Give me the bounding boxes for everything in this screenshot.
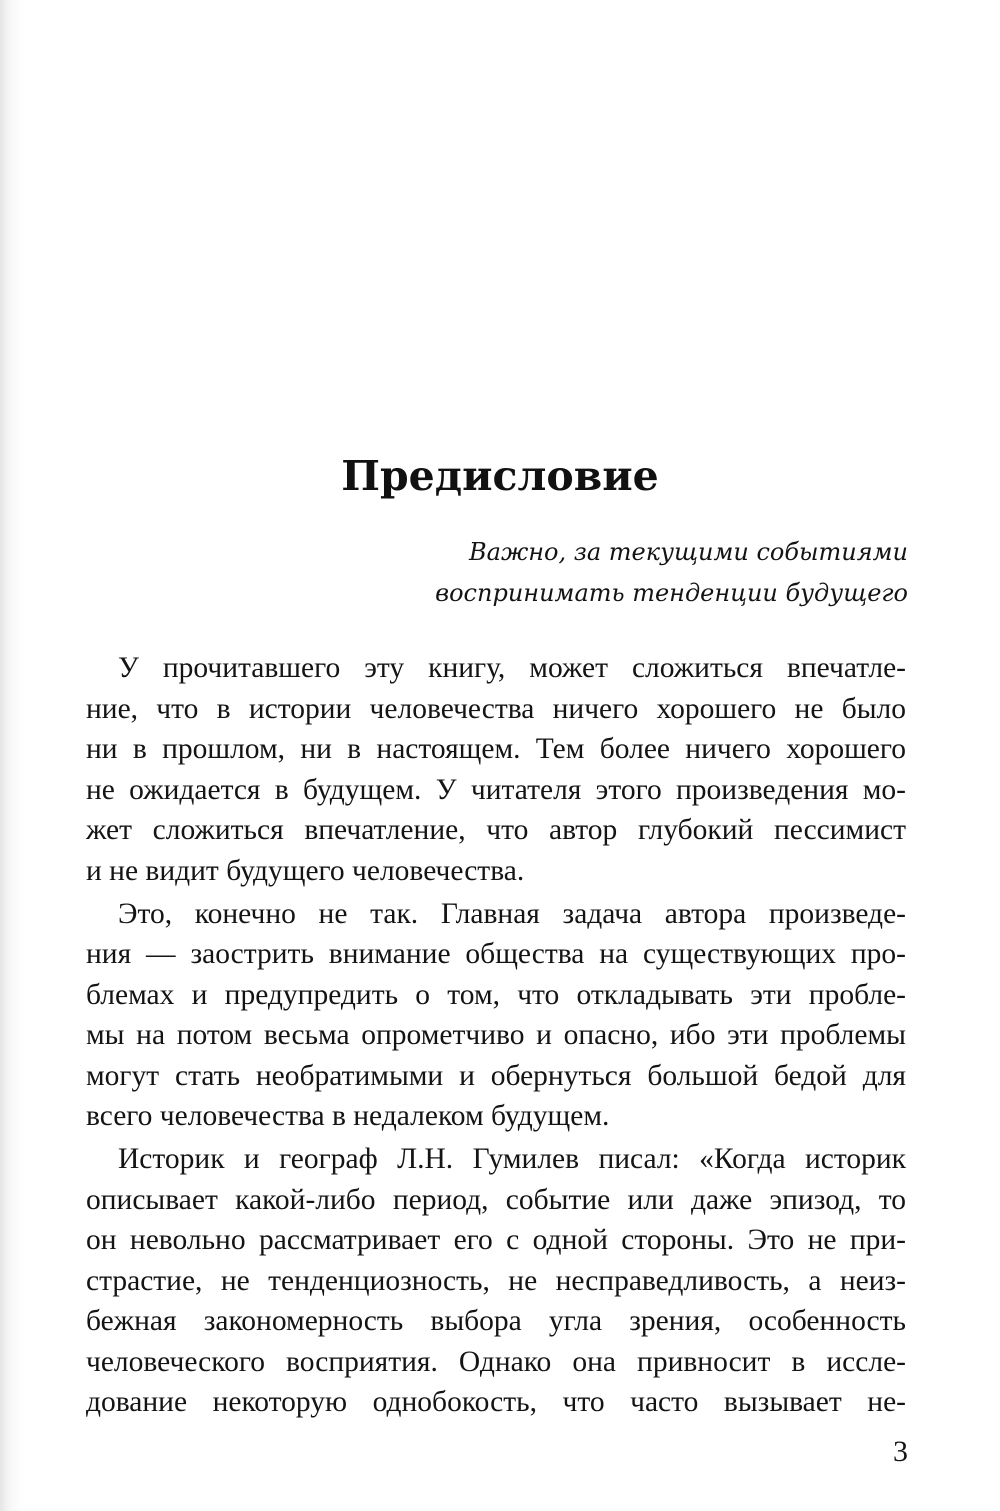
text-line: Историк и географ Л.Н. Гумилев писал: «Когда историк [118,1143,906,1175]
text-line: ние, что в истории человечества ничего хорошего не было [86,692,906,725]
text-line: У прочитавшего эту книгу, может сложиться впечатле- [118,652,906,684]
paragraph-3 [86,1139,906,1423]
text-line: жет сложиться впечатление, что автор глубокий пессимист [86,814,906,846]
body-text [86,648,906,1423]
text-line: бежная закономерность выбора угла зрения, особенность [86,1305,906,1337]
paragraph-2 [86,894,906,1137]
page-binding-shadow [0,0,22,1511]
text-line: Это, конечно не так. Главная задача автора произведе- [118,897,906,930]
text-line: могут стать необратимыми и обернуться большой бедой для [86,1059,906,1092]
text-line: описывает какой-либо период, событие или даже эпизод, то [86,1183,906,1216]
text-line: блемах и предупредить о том, что откладывать эти пробле- [86,978,906,1011]
text-line: всего человечества в недалеком будущем. [86,1100,610,1132]
text-line: ния — заострить внимание общества на существующих про- [86,938,906,970]
epigraph [308,532,908,614]
text-line: мы на потом весьма опрометчиво и опасно, ибо эти проблемы [86,1019,906,1051]
paragraph-1 [86,648,906,891]
text-line: он невольно рассматривает его с одной стороны. Это не при- [86,1224,906,1256]
page-number: 3 [893,1435,908,1468]
chapter-heading: Предисловие [341,452,659,500]
text-line: страстие, не тенденциозность, не несправедливость, а неиз- [86,1264,906,1297]
text-line: дование некоторую однобокость, что часто вызывает не- [86,1386,906,1418]
epigraph-line: воспринимать тенденции будущего [435,579,908,607]
text-line: человеческого восприятия. Однако она привносит в иссле- [86,1345,906,1378]
epigraph-line: Важно, за текущими событиями [469,538,908,566]
text-line: ни в прошлом, ни в настоящем. Тем более ничего хорошего [86,733,906,765]
text-line: и не видит будущего человечества. [86,854,525,887]
text-line: не ожидается в будущем. У читателя этого произведения мо- [86,773,906,806]
